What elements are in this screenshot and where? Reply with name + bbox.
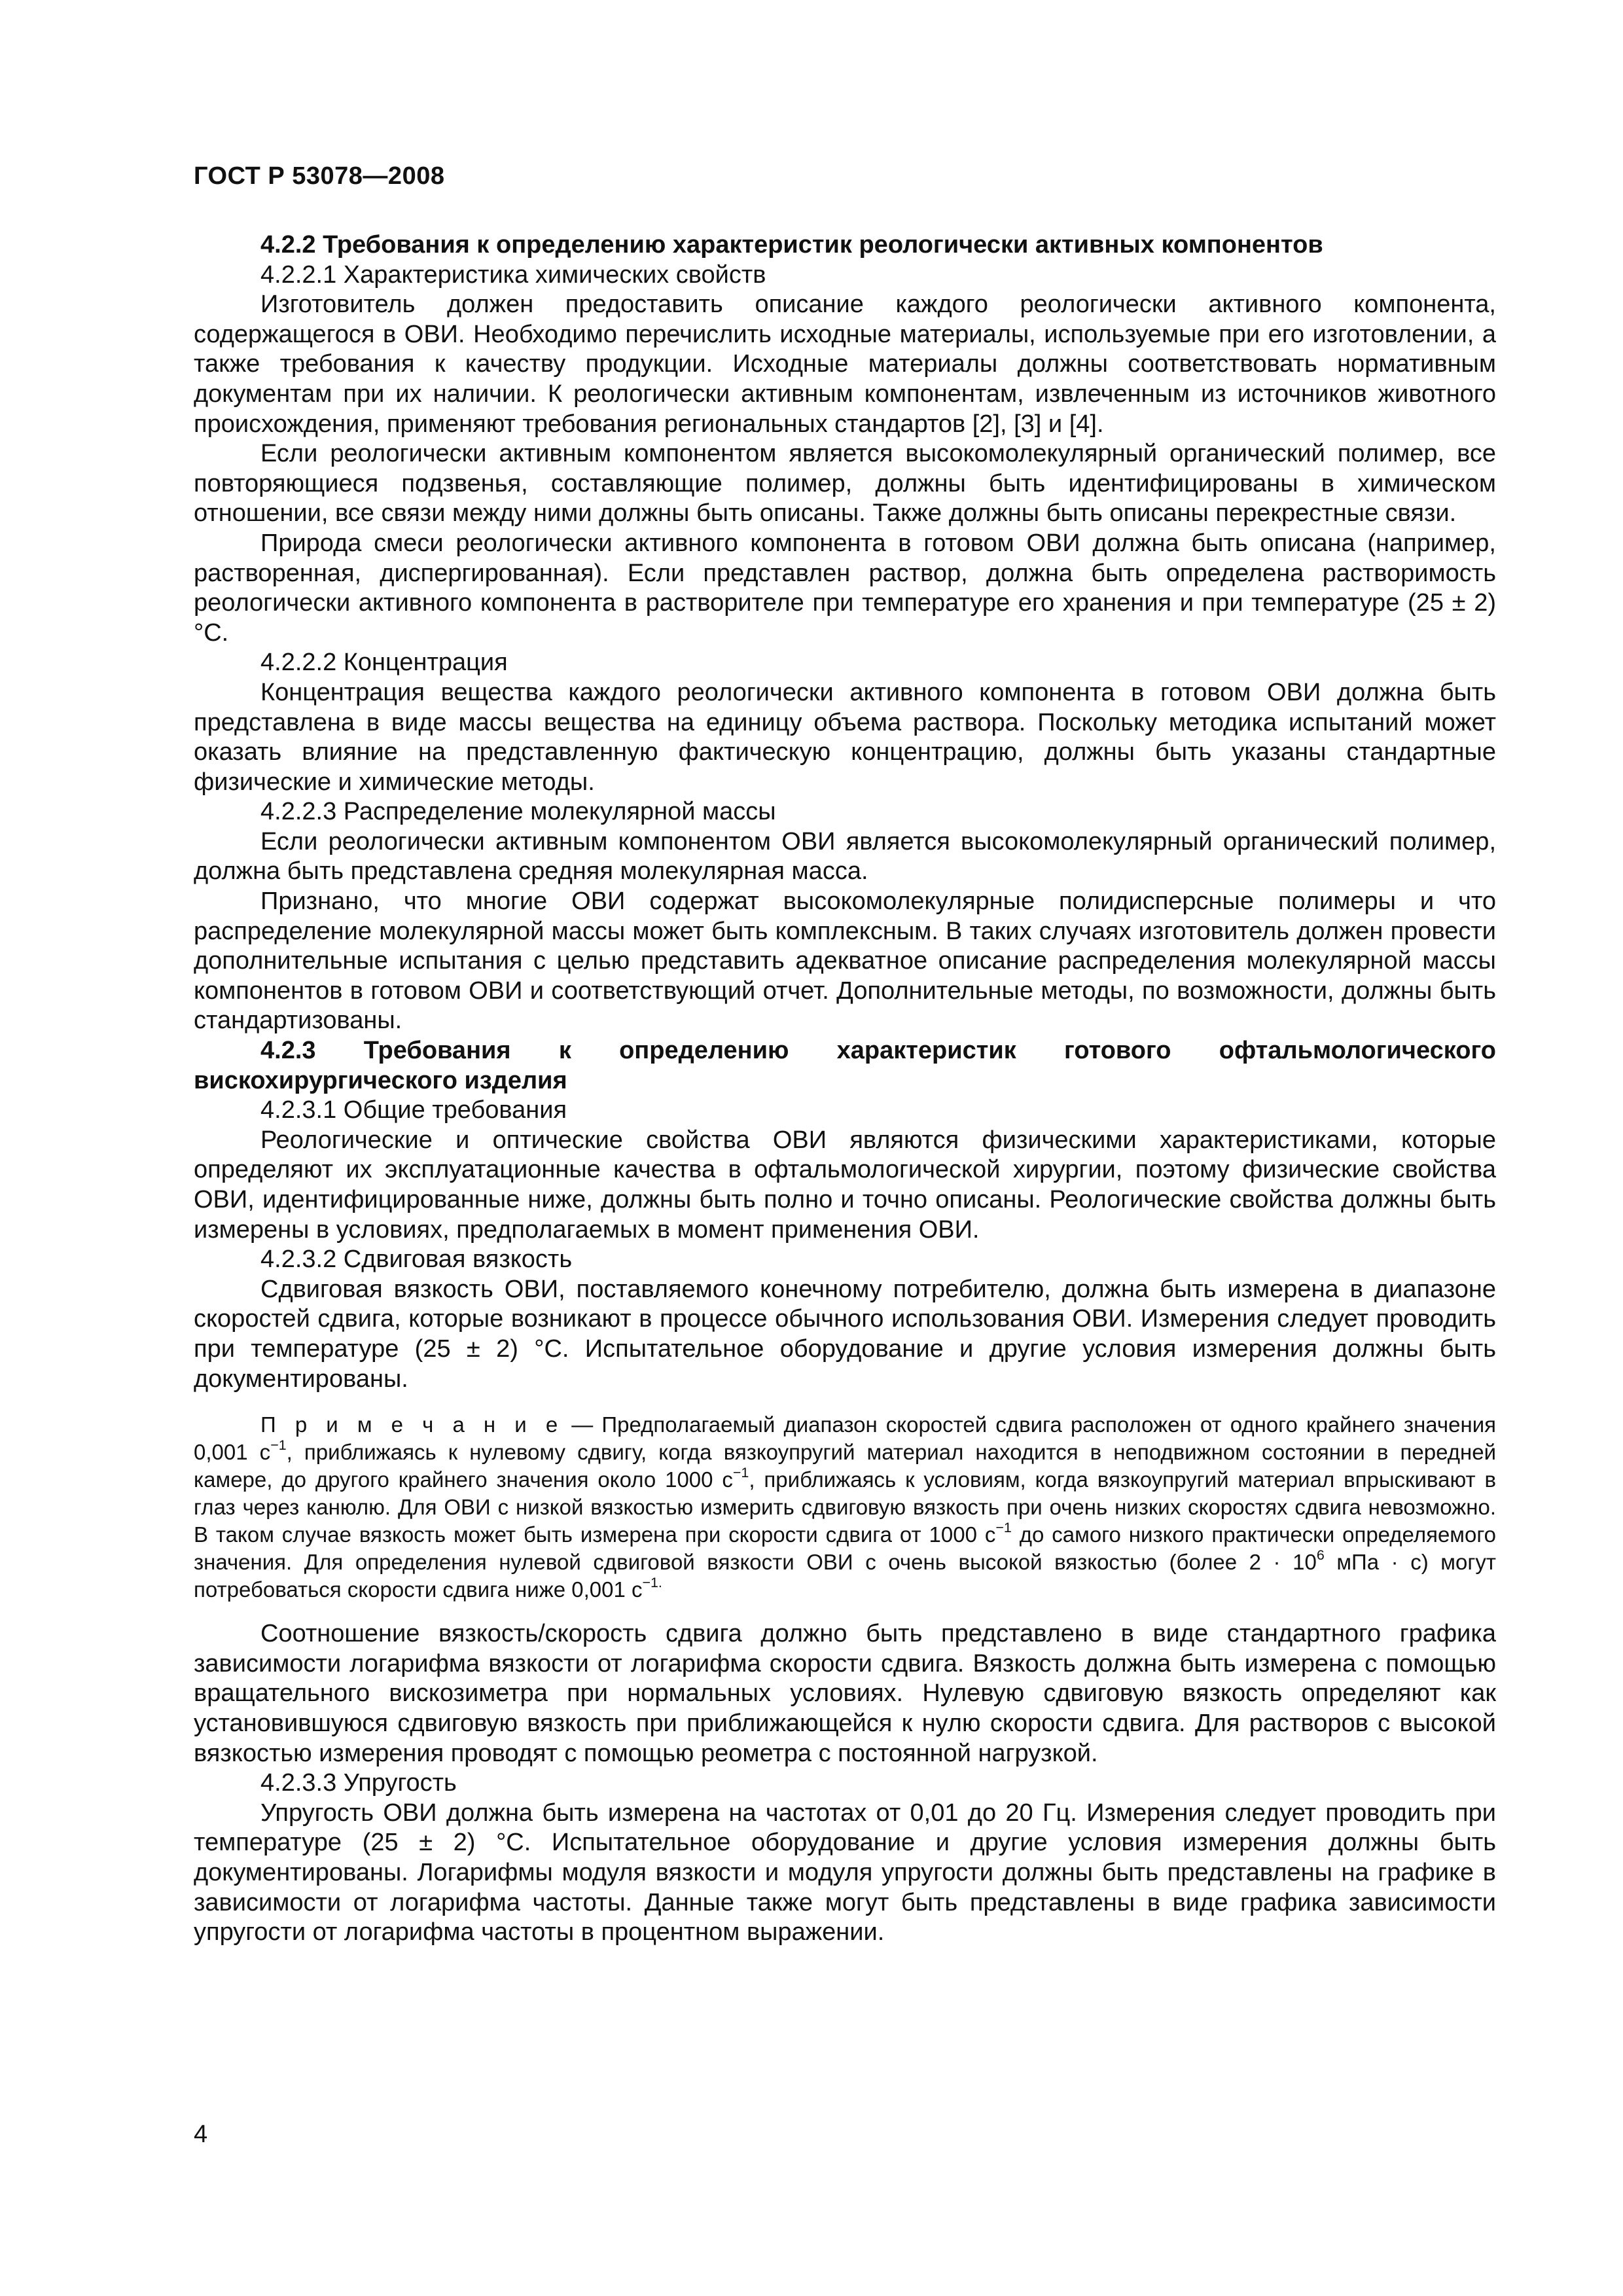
paragraph: Сдвиговая вязкость ОВИ, поставляемого конечному потребителю, должна быть измерена в диапазоне скоростей сдвига, которые возникают в процессе обычного использования ОВИ. Измерения следует проводить при температуре (25 ± 2) °С. Испытательное оборудование и другие условия измерения должны быть документированы. bbox=[194, 1275, 1496, 1393]
superscript: −1 bbox=[995, 1520, 1012, 1536]
page-number: 4 bbox=[194, 2121, 208, 2148]
subsection-heading-4-2-2-3: 4.2.2.3 Распределение молекулярной массы bbox=[260, 798, 776, 826]
standard-designation: ГОСТ Р 53078—2008 bbox=[194, 162, 445, 190]
subsection-heading-4-2-2-1: 4.2.2.1 Характеристика химических свойств bbox=[260, 260, 766, 289]
note-text: до самого низкого практически определяемого значения. Для определения нулевой сдвиговой вязкости ОВИ с очень высокой вязкостью (более 2 · 10 bbox=[194, 1522, 1496, 1575]
paragraph: Признано, что многие ОВИ содержат высокомолекулярные полидисперсные полимеры и что распределение молекулярной массы может быть комплексным. В таких случаях изготовитель должен провести дополнительные испытания с целью представить адекватное описание распределения молекулярной массы компонентов в готовом ОВИ и соответствующий отчет. Дополнительные методы, по возможности, должны быть стандартизованы. bbox=[194, 888, 1496, 1035]
note-label: П р и м е ч а н и е bbox=[260, 1412, 563, 1437]
note-block bbox=[194, 1411, 1496, 1604]
note-text: мПа · с) могут потребоваться скорости сдвига ниже 0,001 с bbox=[194, 1550, 1496, 1602]
subsection-heading-4-2-3-2: 4.2.3.2 Сдвиговая вязкость bbox=[260, 1246, 573, 1274]
note-text: , приближаясь к условиям, когда вязкоупругий материал впрыскивают в глаз через канюлю. Для ОВИ с низкой вязкостью измерить сдвиговую вязкость при очень низких скоростях сдвига невозможно. В таком случае вязкость может быть измерена при скорости сдвига от 1000 с bbox=[194, 1467, 1497, 1547]
section-heading-4-2-3: 4.2.3 Требования к определению характеристик готового офтальмологического вискохирургического изделия bbox=[194, 1037, 1496, 1094]
note-text: — Предполагаемый диапазон скоростей сдвига расположен от одного крайнего значения 0,001 с bbox=[194, 1412, 1496, 1465]
superscript: −1 bbox=[732, 1465, 749, 1481]
subsection-heading-4-2-2-2: 4.2.2.2 Концентрация bbox=[260, 649, 508, 677]
paragraph: Концентрация вещества каждого реологически активного компонента в готовом ОВИ должна быть представлена в виде массы вещества на единицу объема раствора. Поскольку методика испытаний может оказать влияние на представленную фактическую концентрацию, должны быть указаны стандартные физические и химические методы. bbox=[194, 678, 1496, 796]
paragraph: Если реологически активным компонентом ОВИ является высокомолекулярный органический полимер, должна быть представлена средняя молекулярная масса. bbox=[194, 827, 1496, 886]
document-body bbox=[194, 230, 1496, 1948]
section-heading-4-2-2: 4.2.2 Требования к определению характеристик реологически активных компонентов bbox=[260, 231, 1323, 259]
superscript: 6 bbox=[1316, 1547, 1325, 1564]
paragraph: Если реологически активным компонентом является высокомолекулярный органический полимер, все повторяющиеся подзвенья, составляющие полимер, должны быть идентифицированы в химическом отношении, все связи между ними должны быть описаны. Также должны быть описаны перекрестные связи. bbox=[194, 440, 1496, 528]
paragraph: Упругость ОВИ должна быть измерена на частотах от 0,01 до 20 Гц. Измерения следует проводить при температуре (25 ± 2) °С. Испытательное оборудование и другие условия измерения должны быть документированы. Логарифмы модуля вязкости и модуля упругости должны быть представлены на графике в зависимости от логарифма частоты. Данные также могут быть представлены в виде графика зависимости упругости от логарифма частоты в процентном выражении. bbox=[194, 1799, 1496, 1946]
note-text: , приближаясь к нулевому сдвигу, когда вязкоупругий материал находится в неподвижном состоянии в передней камере, до другого крайнего значения около 1000 с bbox=[194, 1440, 1497, 1492]
paragraph: Реологические и оптические свойства ОВИ являются физическими характеристиками, которые определяют их эксплуатационные качества в офтальмологической хирургии, поэтому физические свойства ОВИ, идентифицированные ниже, должны быть полно и точно описаны. Реологические свойства должны быть измерены в условиях, предполагаемых в момент применения ОВИ. bbox=[194, 1126, 1496, 1244]
superscript: −1. bbox=[642, 1575, 662, 1591]
subsection-heading-4-2-3-1: 4.2.3.1 Общие требования bbox=[260, 1096, 567, 1124]
paragraph: Соотношение вязкость/скорость сдвига должно быть представлено в виде стандартного графика зависимости логарифма вязкости от логарифма скорости сдвига. Вязкость должна быть измерена с помощью вращательного вискозиметра при нормальных условиях. Нулевую сдвиговую вязкость определяют как установившуюся сдвиговую вязкость при приближающейся к нулю скорости сдвига. Для растворов с высокой вязкостью измерения проводят с помощью реометра с постоянной нагрузкой. bbox=[194, 1620, 1496, 1767]
subsection-heading-4-2-3-3: 4.2.3.3 Упругость bbox=[260, 1769, 457, 1797]
superscript: −1 bbox=[270, 1437, 287, 1454]
paragraph: Изготовитель должен предоставить описание каждого реологически активного компонента, содержащегося в ОВИ. Необходимо перечислить исходные материалы, используемые при его изготовлении, а также требования к качеству продукции. Исходные материалы должны соответствовать нормативным документам при их наличии. К реологически активным компонентам, извлеченным из источников животного происхождения, применяют требования региональных стандартов [2], [3] и [4]. bbox=[194, 291, 1496, 438]
paragraph: Природа смеси реологически активного компонента в готовом ОВИ должна быть описана (например, растворенная, диспергированная). Если представлен раствор, должна быть определена растворимость реологически активного компонента в растворителе при температуре его хранения и при температуре (25 ± 2) °С. bbox=[194, 529, 1496, 647]
